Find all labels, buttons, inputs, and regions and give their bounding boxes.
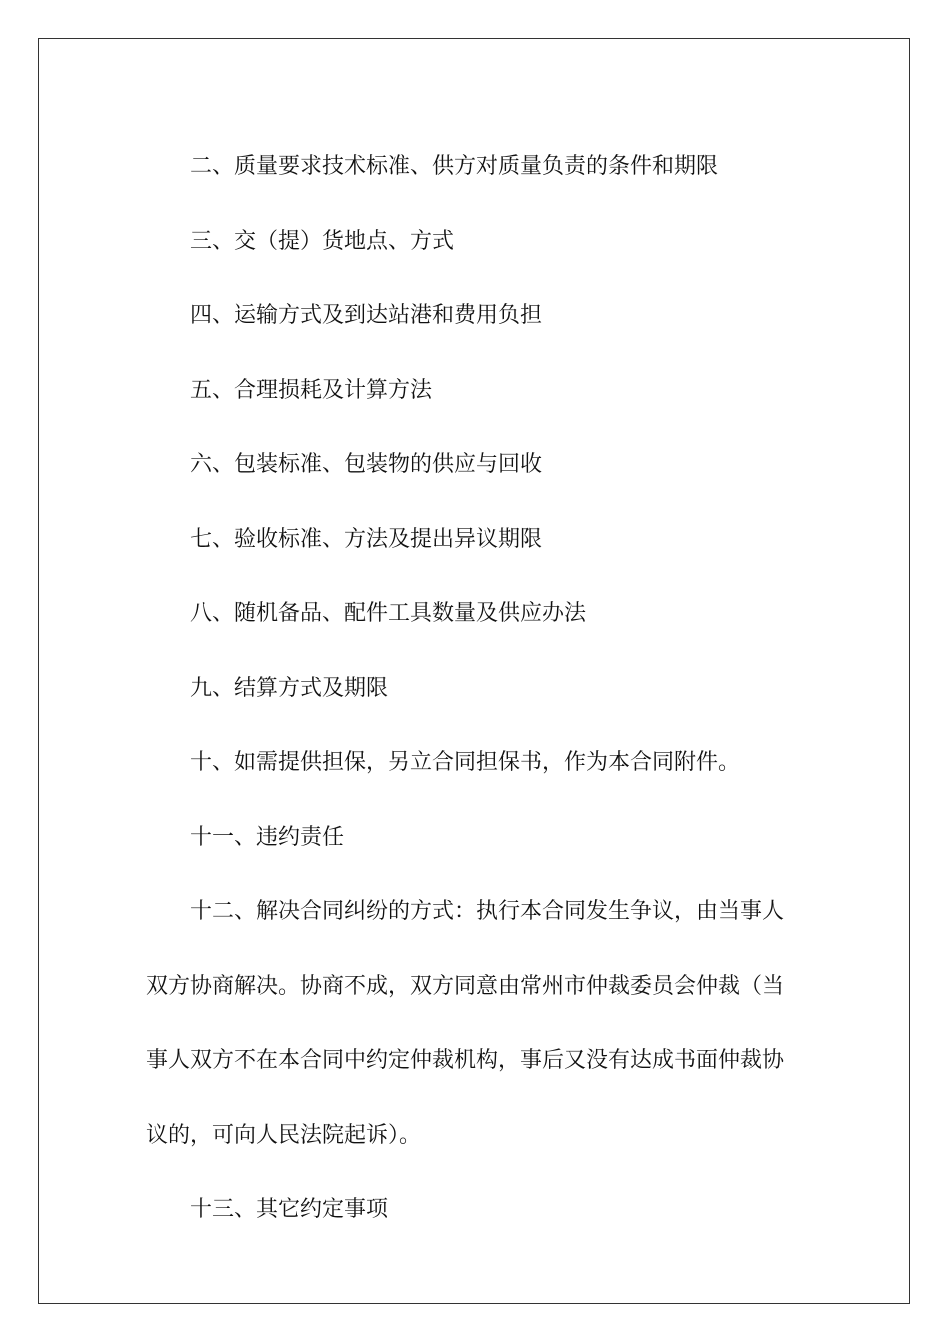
clause-11: 十一、违约责任 (190, 824, 345, 850)
clause-4: 四、运输方式及到达站港和费用负担 (190, 303, 543, 328)
clause-10: 十、如需提供担保，另立合同担保书，作为本合同附件。 (190, 750, 741, 775)
clause-5: 五、合理损耗及计算方法 (190, 377, 433, 403)
clause-2: 二、质量要求技术标准、供方对质量负责的条件和期限 (190, 154, 719, 179)
clause-13: 十三、其它约定事项 (190, 1197, 389, 1222)
clause-8: 八、随机备品、配件工具数量及供应办法 (190, 601, 587, 626)
clause-6: 六、包装标准、包装物的供应与回收 (190, 452, 543, 477)
clause-3: 三、交（提）货地点、方式 (190, 228, 455, 254)
clause-12: 十二、解决合同纠纷的方式：执行本合同发生争议，由当事人双方协商解决。协商不成，双方同意由常州市仲裁委员会仲裁（当事人双方不在本合同中约定仲裁机构，事后又没有达成书面仲裁协议的，可向人民法院起诉）。 (146, 899, 785, 1148)
clause-9: 九、结算方式及期限 (190, 675, 389, 701)
clause-7: 七、验收标准、方法及提出异议期限 (190, 526, 543, 552)
document-body (146, 130, 796, 1248)
